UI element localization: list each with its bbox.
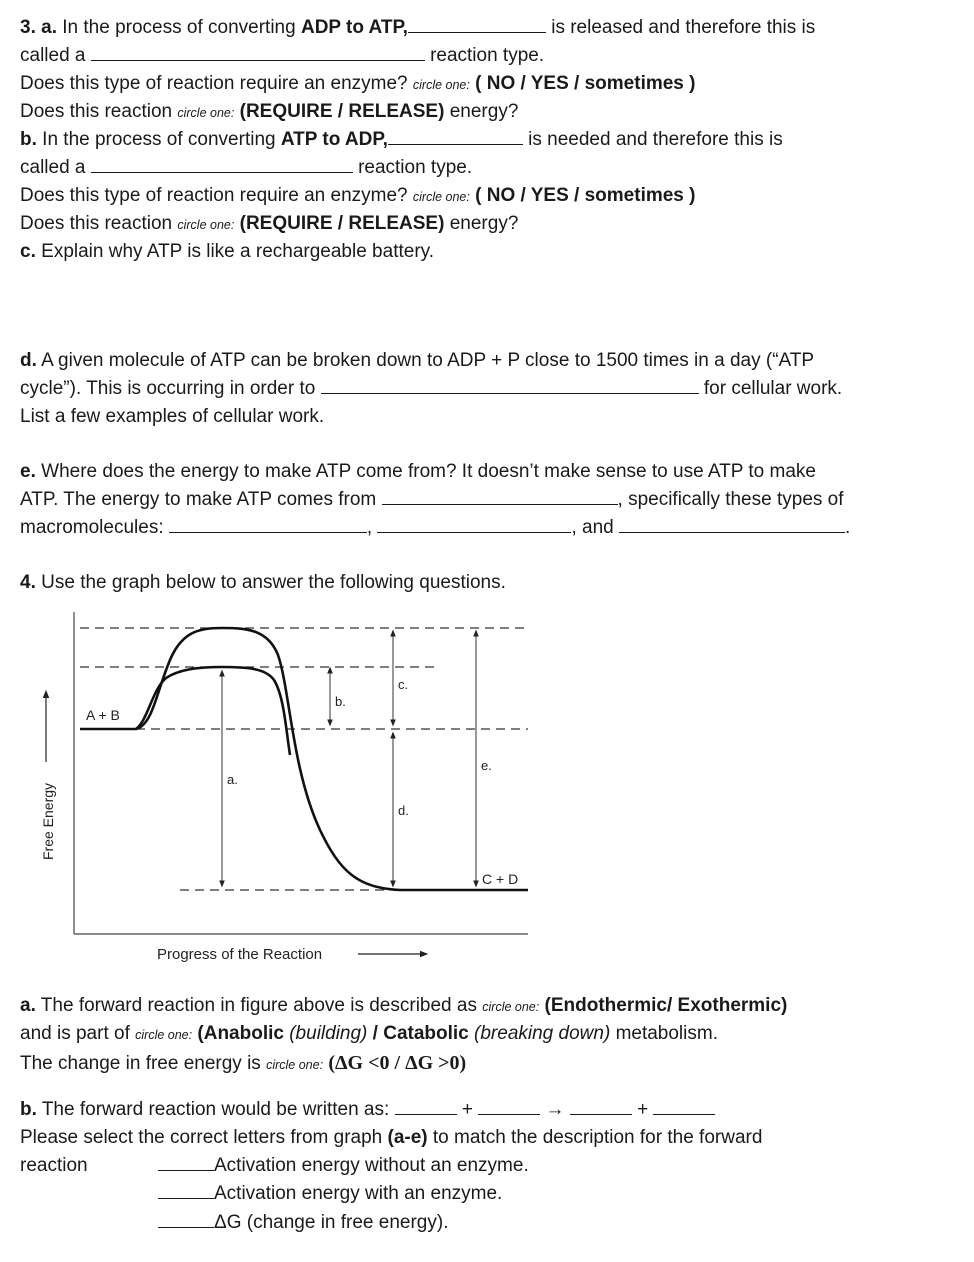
q3d-prefix: d. bbox=[20, 350, 37, 371]
q4-prefix: 4. bbox=[20, 572, 36, 593]
q3e-and: , and bbox=[571, 517, 614, 538]
circle-one-note: circle one: bbox=[135, 1028, 193, 1042]
q3e-prefix: e. bbox=[20, 461, 36, 482]
circle-one-note: circle one: bbox=[412, 78, 470, 92]
q3a-text: In the process of converting bbox=[62, 17, 296, 38]
q4b-item3 bbox=[158, 1211, 448, 1235]
label-c: c. bbox=[398, 677, 409, 692]
q3e-macromolecules: macromolecules: bbox=[20, 517, 164, 538]
q4-text: Use the graph below to answer the following questions. bbox=[41, 572, 506, 593]
blank-item-2[interactable] bbox=[158, 1183, 214, 1199]
circle-one-note: circle one: bbox=[482, 1000, 540, 1014]
blank-reactant-2[interactable] bbox=[478, 1099, 540, 1115]
q3c-prefix: c. bbox=[20, 241, 36, 262]
q3c-text: Explain why ATP is like a rechargeable battery. bbox=[41, 241, 435, 262]
q3e-comma: , bbox=[366, 517, 373, 538]
q4a-line2 bbox=[20, 1022, 718, 1047]
q3d-purpose: cycle”). This is occurring in order to bbox=[20, 378, 316, 399]
q3b-prefix: b. bbox=[20, 129, 37, 150]
q4a-part-of: and is part of bbox=[20, 1023, 130, 1044]
plus-1: + bbox=[461, 1099, 473, 1120]
q3b-energy-q: Does this reaction bbox=[20, 213, 173, 234]
q3b-bold: ATP to ADP, bbox=[280, 129, 388, 150]
q3a-after: is released and therefore this is bbox=[551, 17, 816, 38]
q3b-reaction-type: reaction type. bbox=[358, 157, 473, 178]
q3b-called: called a bbox=[20, 157, 86, 178]
q3a-enzyme-options[interactable]: ( NO / YES / sometimes ) bbox=[475, 73, 696, 94]
q4a-breaking-down: (breaking down) bbox=[474, 1023, 611, 1044]
q4a-free-energy: The change in free energy is bbox=[20, 1053, 261, 1074]
catalyzed-curve bbox=[136, 667, 290, 755]
reaction-arrow: → bbox=[545, 1099, 565, 1120]
q3a-called: called a bbox=[20, 45, 86, 66]
q4b-line1 bbox=[20, 1098, 715, 1122]
q4a-anabolic[interactable]: (Anabolic bbox=[197, 1023, 284, 1044]
y-axis-label: Free Energy bbox=[40, 782, 56, 860]
circle-one-note: circle one: bbox=[177, 106, 235, 120]
q3b-energy-options[interactable]: (REQUIRE / RELEASE) bbox=[239, 213, 445, 234]
blank-product-2[interactable] bbox=[653, 1099, 715, 1115]
q3b-after: is needed and therefore this is bbox=[528, 129, 783, 150]
q4b-item1-text: Activation energy without an enzyme. bbox=[214, 1155, 529, 1176]
q3a-energy-end: energy? bbox=[449, 101, 519, 122]
q4a-thermic-options[interactable]: (Endothermic/ Exothermic) bbox=[544, 995, 788, 1016]
q3a-prefix: 3. a. bbox=[20, 17, 57, 38]
label-reactants: A + B bbox=[86, 707, 120, 723]
q3d-cellular-work: for cellular work. bbox=[703, 378, 843, 399]
q3d-examples: List a few examples of cellular work. bbox=[20, 406, 325, 427]
q4a-delta-g-options[interactable]: (ΔG <0 / ΔG >0) bbox=[328, 1052, 467, 1074]
circle-one-note: circle one: bbox=[412, 190, 470, 204]
q4b-line2 bbox=[20, 1126, 762, 1150]
label-b: b. bbox=[335, 694, 346, 709]
q4a-line1 bbox=[20, 994, 787, 1019]
q3b-enzyme-options[interactable]: ( NO / YES / sometimes ) bbox=[475, 185, 696, 206]
q4a-line3 bbox=[20, 1051, 466, 1077]
label-products: C + D bbox=[482, 871, 519, 887]
label-a: a. bbox=[227, 772, 238, 787]
q3a-energy-options[interactable]: (REQUIRE / RELEASE) bbox=[239, 101, 445, 122]
q3b-text: In the process of converting bbox=[42, 129, 276, 150]
q4b-item2-text: Activation energy with an enzyme. bbox=[214, 1183, 503, 1204]
circle-one-note: circle one: bbox=[266, 1058, 324, 1072]
q4a-text: The forward reaction in figure above is described as bbox=[40, 995, 477, 1016]
q3e-energy-source: ATP. The energy to make ATP comes from bbox=[20, 489, 377, 510]
q4b-range: (a-e) bbox=[387, 1127, 428, 1148]
x-axis-label: Progress of the Reaction bbox=[157, 946, 323, 963]
q4b-text: The forward reaction would be written as: bbox=[41, 1099, 390, 1120]
q4a-building: (building) bbox=[289, 1023, 368, 1044]
blank-item-1[interactable] bbox=[158, 1155, 214, 1171]
label-d: d. bbox=[398, 803, 409, 818]
q4a-metabolism: metabolism. bbox=[615, 1023, 718, 1044]
q3a-enzyme-q: Does this type of reaction require an enzyme? bbox=[20, 73, 408, 94]
plus-2: + bbox=[637, 1099, 649, 1120]
q4b-item3-text: ΔG (change in free energy). bbox=[214, 1212, 449, 1233]
q4b-match: to match the description for the forward bbox=[432, 1127, 763, 1148]
q3e-text: Where does the energy to make ATP come from? It doesn’t make sense to use ATP to make bbox=[41, 461, 816, 482]
q3a-bold: ADP to ATP, bbox=[300, 17, 408, 38]
blank-item-3[interactable] bbox=[158, 1212, 214, 1228]
label-e: e. bbox=[481, 758, 492, 773]
q4a-catabolic[interactable]: / Catabolic bbox=[372, 1023, 469, 1044]
q3e-specifically: , specifically these types of bbox=[617, 489, 844, 510]
q3a-reaction-type: reaction type. bbox=[430, 45, 545, 66]
q4b-item1 bbox=[158, 1154, 529, 1178]
q3e-period: . bbox=[845, 517, 851, 538]
q4b-line3 bbox=[20, 1154, 88, 1178]
blank-product-1[interactable] bbox=[570, 1099, 632, 1115]
q4a-prefix: a. bbox=[20, 995, 36, 1016]
q4b-item2 bbox=[158, 1182, 502, 1206]
q3b-energy-end: energy? bbox=[449, 213, 519, 234]
circle-one-note: circle one: bbox=[177, 218, 235, 232]
q3d-text: A given molecule of ATP can be broken down to ADP + P close to 1500 times in a day (“ATP bbox=[41, 350, 815, 371]
q4b-reaction: reaction bbox=[20, 1155, 88, 1176]
q4b-prefix: b. bbox=[20, 1099, 37, 1120]
q3b-enzyme-q: Does this type of reaction require an enzyme? bbox=[20, 185, 408, 206]
q3a-energy-q: Does this reaction bbox=[20, 101, 173, 122]
blank-reactant-1[interactable] bbox=[395, 1099, 457, 1115]
q4b-select: Please select the correct letters from graph bbox=[20, 1127, 383, 1148]
